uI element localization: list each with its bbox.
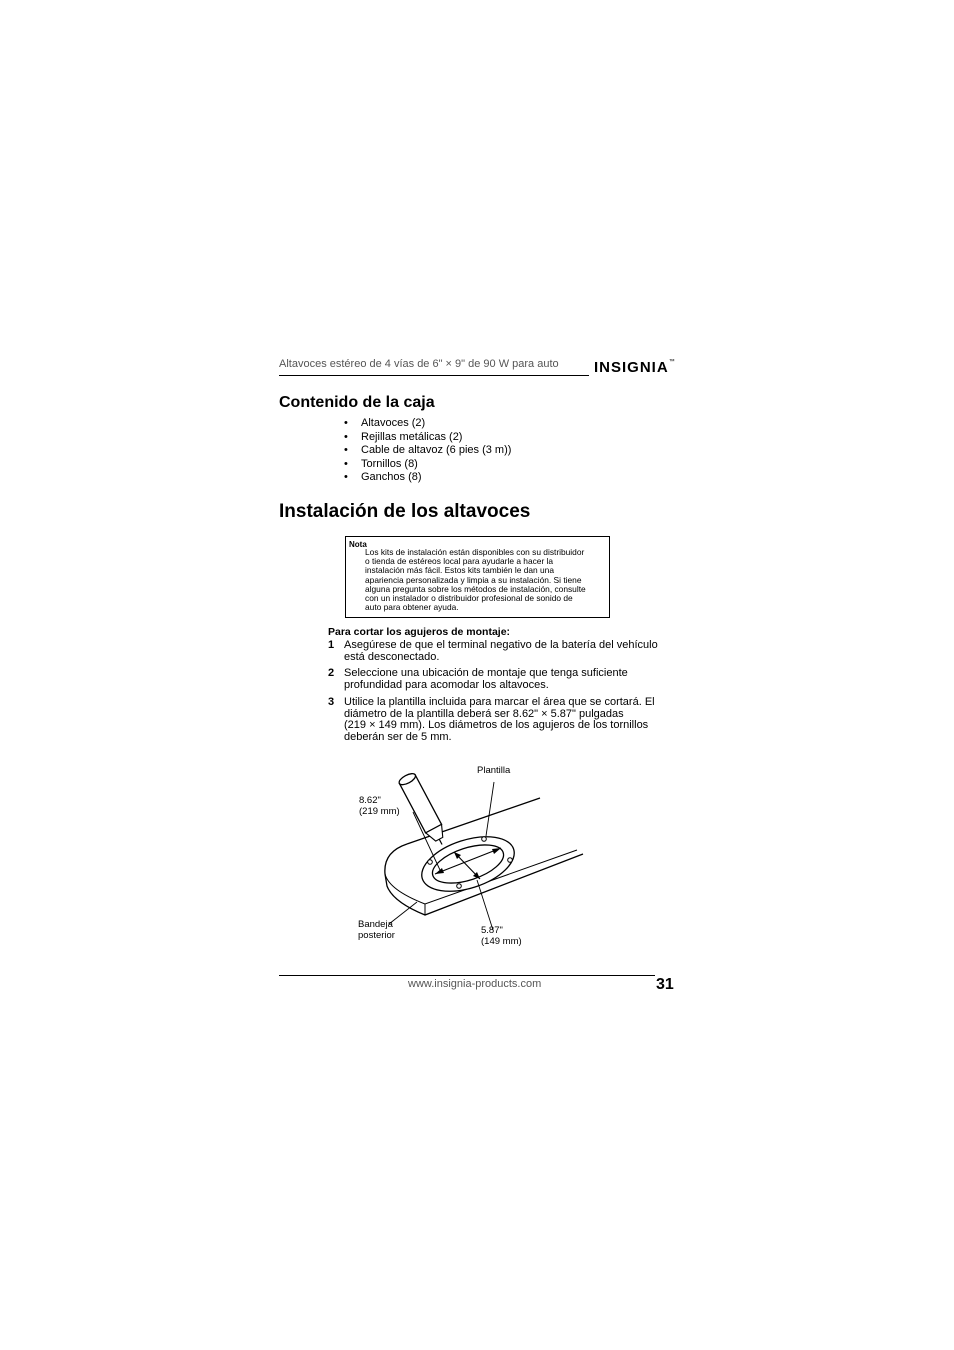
step-text	[344, 697, 674, 743]
label-tray-line: Bandeja	[358, 919, 393, 930]
box-contents-list	[344, 417, 511, 485]
list-item: • Tornillos (8)	[344, 458, 511, 472]
note-line: auto para obtener ayuda.	[365, 602, 459, 613]
label-template: Plantilla	[477, 765, 511, 776]
step-line: (219 × 149 mm). Los diámetros de los agujeros de los tornillos	[344, 719, 649, 731]
step-line: diámetro de la plantilla deberá ser 8.62" × 5.87" pulgadas	[344, 707, 624, 720]
note-title: Nota	[349, 540, 367, 549]
note-line: apariencia personalizada y limpia a su instalación. Si tiene	[365, 574, 582, 585]
step-2	[328, 668, 673, 692]
step-text	[344, 668, 674, 691]
list-item: • Altavoces (2)	[344, 417, 511, 431]
label-rear-tray	[358, 920, 395, 941]
step-line: profundidad para acomodar los altavoces.	[344, 678, 549, 691]
note-line: instalación más fácil. Estos kits también le dan una	[365, 565, 554, 576]
installation-figure	[355, 752, 605, 952]
label-tray-line: posterior	[358, 929, 395, 941]
step-number: 2	[328, 667, 335, 679]
brand-name: INSIGNIA	[594, 359, 669, 376]
label-width-in: 8.62"	[359, 795, 381, 806]
note-line: con un instalador o distribuidor profesional de sonido de	[365, 593, 573, 604]
list-item: • Cable de altavoz (6 pies (3 m))	[344, 444, 511, 458]
step-line: Asegúrese de que el terminal negativo de la batería del vehículo	[344, 639, 658, 651]
label-height-mm: (149 mm)	[481, 935, 522, 947]
trademark-mark: ™	[668, 359, 676, 365]
step-line: está desconectado.	[344, 650, 440, 663]
label-height-in: 5.87"	[481, 925, 503, 936]
list-item: • Ganchos (8)	[344, 471, 511, 485]
step-3	[328, 697, 673, 745]
step-line: deberán ser de 5 mm.	[344, 730, 452, 743]
step-number: 3	[328, 696, 335, 708]
footer-rule	[279, 975, 655, 976]
step-text	[344, 640, 674, 663]
note-body	[365, 548, 605, 612]
footer-url: www.insignia-products.com	[408, 978, 542, 990]
note-line: alguna pregunta sobre los métodos de instalación, consulte	[365, 583, 586, 594]
note-line: o tienda de estéreos local para ayudarle a hacer la	[365, 556, 554, 567]
note-line: Los kits de instalación están disponibles con su distribuidor	[365, 547, 585, 557]
procedure-title: Para cortar los agujeros de montaje:	[328, 626, 511, 638]
header-rule	[279, 375, 589, 376]
page-number: 31	[656, 976, 674, 993]
step-line: Utilice la plantilla incluida para marcar el área que se cortará. El	[344, 696, 655, 708]
label-height	[481, 926, 522, 947]
label-width-mm: (219 mm)	[359, 805, 400, 817]
step-number: 1	[328, 639, 335, 651]
running-header: Altavoces estéreo de 4 vías de 6" × 9" de 90 W para auto	[279, 358, 559, 370]
step-1	[328, 640, 673, 664]
section-heading-box-contents: Contenido de la caja	[279, 394, 435, 411]
brand-logo	[594, 359, 676, 376]
label-width	[359, 796, 400, 817]
list-item: • Rejillas metálicas (2)	[344, 431, 511, 445]
step-line: Seleccione una ubicación de montaje que tenga suficiente	[344, 667, 628, 679]
section-heading-installation: Instalación de los altavoces	[279, 501, 531, 522]
note-box	[345, 536, 610, 618]
